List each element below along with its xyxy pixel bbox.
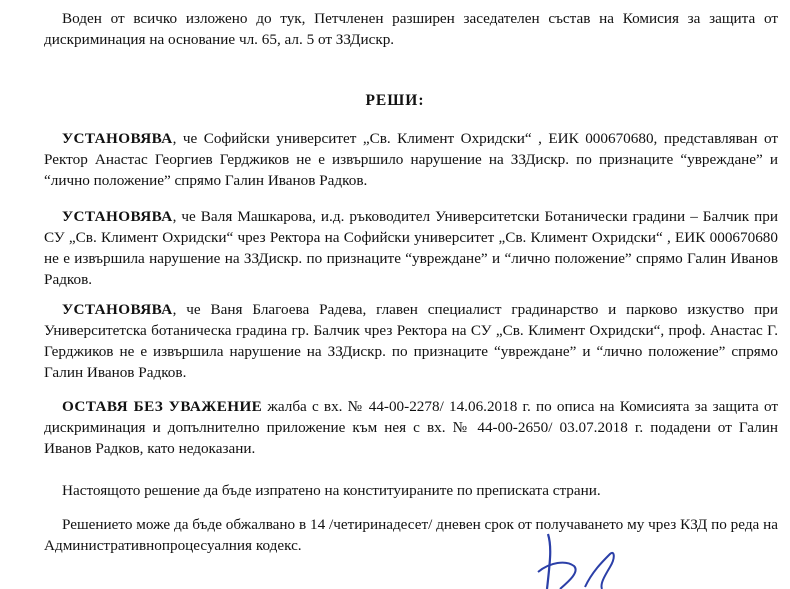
decision-text-3: , че Ваня Благоева Радева, главен специалист градинарство и парково изкуство при Университетска ботаническа градина гр. Балчик чрез Ректора на СУ „Св. Климент Охридски“, проф. Анастас Г. Герджиков не е извършила нарушение на ЗЗДискр. по признаците “увреждане” и “лично положение” спрямо Галин Иванов Радков. — [44, 301, 778, 381]
decision-heading: РЕШИ: — [365, 92, 425, 109]
decision-text-4: жалба с вх. № 44-00-2278/ 14.06.2018 г. по описа на Комисията за защита от дискриминация и допълнително приложение към нея с вх. № 44-00-2650/ 03.07.2018 г. подадени от Галин Иванов Радков, като недоказани. — [44, 398, 778, 457]
decision-text-1: , че Софийски университет „Св. Климент Охридски“ , ЕИК 000670680, представляван от Ректор Анастас Георгиев Герджиков не е извършило нарушение на ЗЗДискр. по признаците “увреждане” и “лично положение” спрямо Галин Иванов Радков. — [44, 130, 778, 189]
notice-paragraph: Настоящото решение да бъде изпратено на конституираните по преписката страни. — [62, 482, 601, 499]
decision-keyword-3: УСТАНОВЯВА — [62, 301, 173, 318]
intro-paragraph: Воден от всичко изложено до тук, Петчленен разширен заседателен състав на Комисия за защита от дискриминация на основание чл. 65, ал. 5 от ЗЗДискр. — [44, 10, 778, 48]
decision-keyword-2: УСТАНОВЯВА — [62, 208, 173, 225]
decision-text-2: , че Валя Машкарова, и.д. ръководител Университетски Ботанически градини – Балчик при СУ „Св. Климент Охридски“ чрез Ректора на Софийски университет „Св. Климент Охридски“ , ЕИК 000670680 не е извършила нарушение на ЗЗДискр. по признаците “увреждане” и “лично положение” спрямо Галин Иванов Радков. — [44, 208, 778, 288]
decision-paragraph-4 — [44, 396, 778, 459]
signature-image — [530, 532, 650, 589]
decision-keyword-4: ОСТАВЯ БЕЗ УВАЖЕНИЕ — [62, 398, 263, 415]
decision-keyword-1: УСТАНОВЯВА — [62, 130, 173, 147]
decision-paragraph-1 — [44, 128, 778, 191]
decision-paragraph-2 — [44, 206, 778, 290]
appeal-paragraph: Решението може да бъде обжалвано в 14 /четиринадесет/ дневен срок от получаването му чрез КЗД по реда на Административнопроцесуалния кодекс. — [44, 516, 778, 554]
decision-paragraph-3 — [44, 299, 778, 383]
